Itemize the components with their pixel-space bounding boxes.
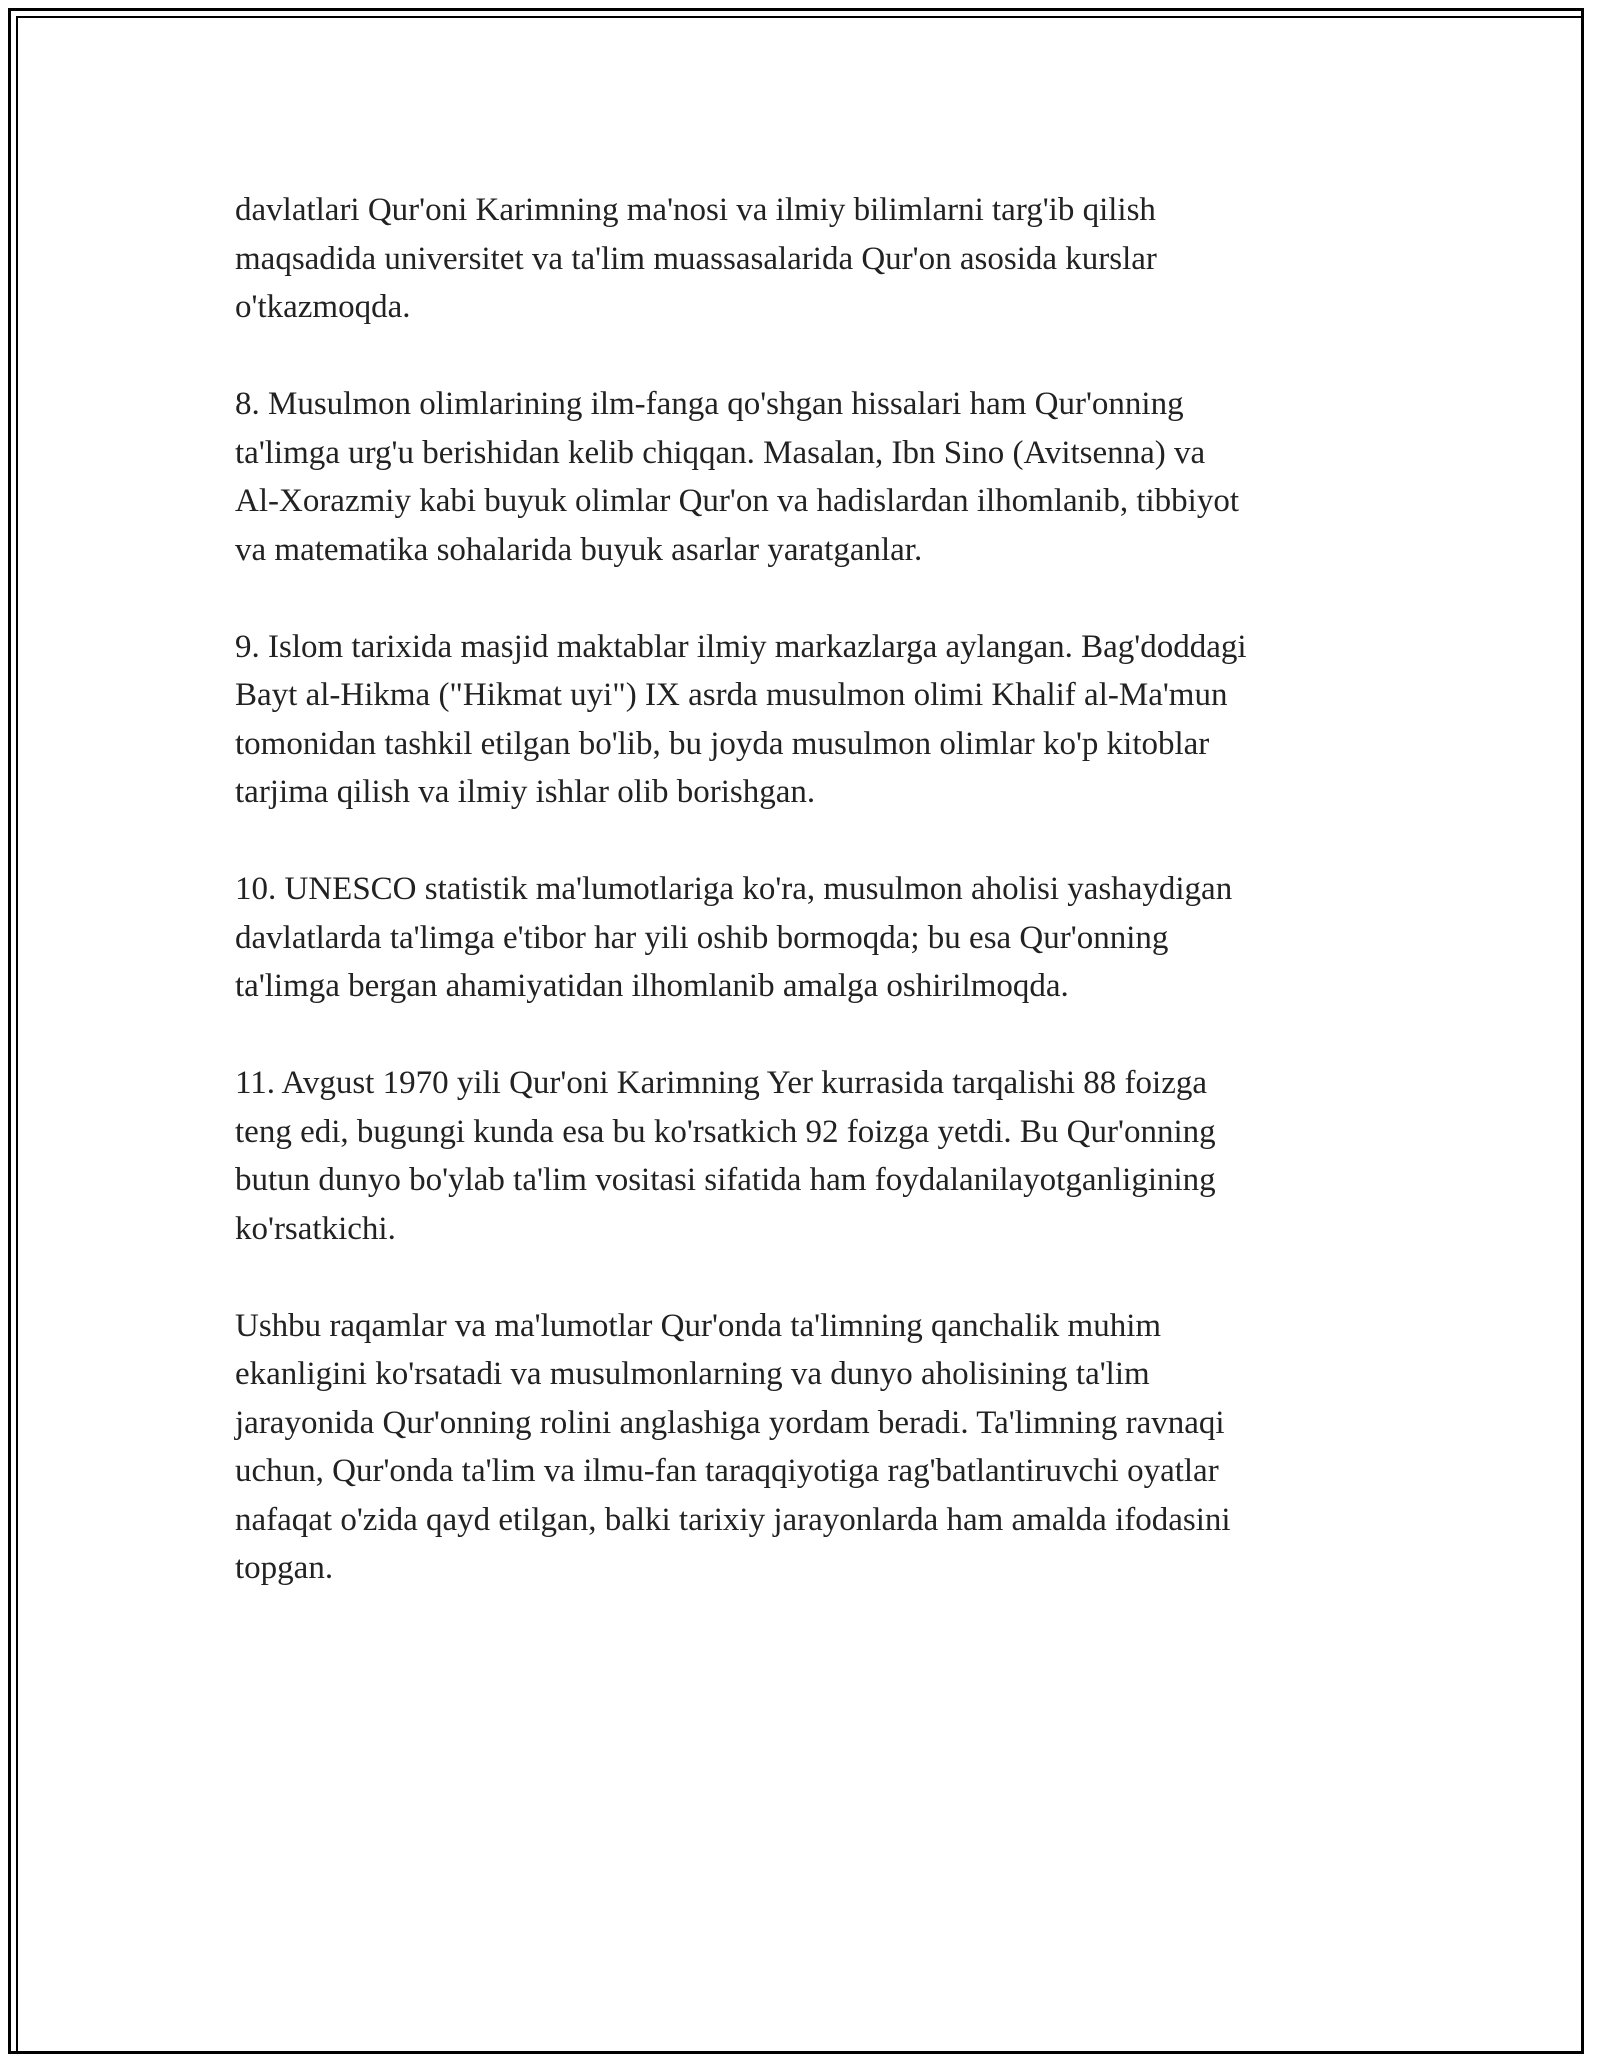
document-body (235, 186, 1375, 1593)
paragraph-item-9: 9. Islom tarixida masjid maktablar ilmiy markazlarga aylangan. Bag'doddagi Bayt al-Hikma ("Hikmat uyi") IX asrda musulmon olimi Khalif al-Ma'mun tomonidan tashkil etilgan bo'lib, bu joyda musulmon olimlar ko'p kitoblar tarjima qilish va ilmiy ishlar olib borishgan. (235, 628, 1247, 810)
paragraph-item-10: 10. UNESCO statistik ma'lumotlariga ko'ra, musulmon aholisi yashaydigan davlatlarda ta'limga e'tibor har yili oshib bormoqda; bu esa Qur'onning ta'limga bergan ahamiyatidan ilhomlanib amalga oshirilmoqda. (235, 871, 1233, 1004)
paragraph-intro-continuation: davlatlari Qur'oni Karimning ma'nosi va ilmiy bilimlarni targ'ib qilish maqsadida universitet va ta'lim muassasalarida Qur'on asosida kurslar o'tkazmoqda. (235, 192, 1157, 325)
paragraph-conclusion: Ushbu raqamlar va ma'lumotlar Qur'onda ta'limning qanchalik muhim ekanligini ko'rsatadi va musulmonlarning va dunyo aholisining ta'lim jarayonida Qur'onning rolini anglashiga yordam beradi. Ta'limning ravnaqi uchun, Qur'onda ta'lim va ilmu-fan taraqqiyotiga rag'batlantiruvchi oyatlar nafaqat o'zida qayd etilgan, balki tarixiy jarayonlarda ham amalda ifodasini topgan. (235, 1307, 1231, 1586)
paragraph-item-8: 8. Musulmon olimlarining ilm-fanga qo'shgan hissalari ham Qur'onning ta'limga urg'u berishidan kelib chiqqan. Masalan, Ibn Sino (Avitsenna) va Al-Xorazmiy kabi buyuk olimlar Qur'on va hadislardan ilhomlanib, tibbiyot va matematika sohalarida buyuk asarlar yaratganlar. (235, 386, 1240, 568)
paragraph-item-11: 11. Avgust 1970 yili Qur'oni Karimning Yer kurrasida tarqalishi 88 foizga teng edi, bugungi kunda esa bu ko'rsatkich 92 foizga yetdi. Bu Qur'onning butun dunyo bo'ylab ta'lim vositasi sifatida ham foydalanilayotganligining ko'rsatkichi. (235, 1065, 1216, 1247)
